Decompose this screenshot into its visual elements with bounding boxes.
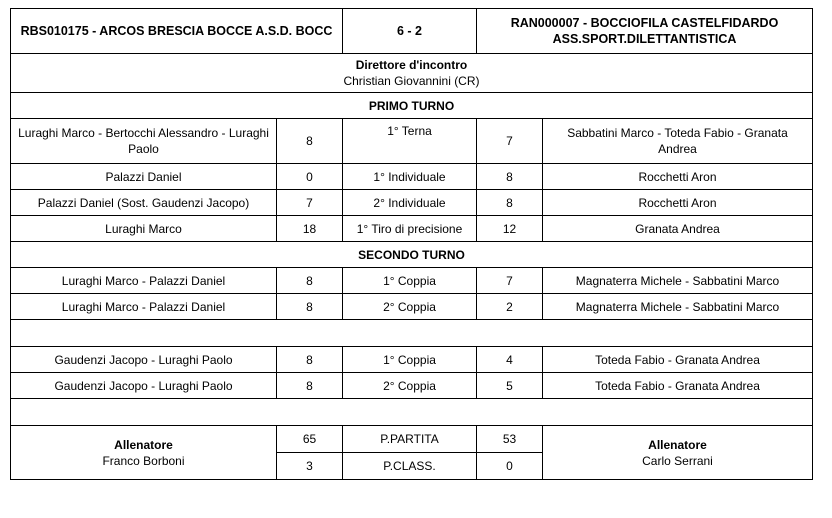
away-players: Toteda Fabio - Granata Andrea [543, 347, 813, 373]
table-row [11, 190, 813, 216]
partita-label: P.PARTITA [343, 426, 477, 453]
event-name: 1° Coppia [343, 268, 477, 294]
away-players: Toteda Fabio - Granata Andrea [543, 373, 813, 399]
home-score: 0 [277, 164, 343, 190]
first-turn-header [11, 93, 813, 119]
header-row [11, 9, 813, 54]
home-players: Luraghi Marco - Bertocchi Alessandro - Luraghi Paolo [11, 119, 277, 164]
away-players: Magnaterra Michele - Sabbatini Marco [543, 294, 813, 320]
spacer-cell [11, 320, 813, 347]
away-score: 8 [477, 190, 543, 216]
spacer-row [11, 320, 813, 347]
home-players: Gaudenzi Jacopo - Luraghi Paolo [11, 347, 277, 373]
home-players: Luraghi Marco - Palazzi Daniel [11, 268, 277, 294]
match-report-table [10, 8, 813, 480]
home-coach [11, 426, 277, 480]
event-name: 1° Terna [343, 119, 477, 164]
class-label: P.CLASS. [343, 453, 477, 480]
away-players: Rocchetti Aron [543, 164, 813, 190]
event-name: 1° Tiro di precisione [343, 216, 477, 242]
home-team: RBS010175 - ARCOS BRESCIA BOCCE A.S.D. BOCC [11, 9, 343, 54]
away-coach-name: Carlo Serrani [642, 453, 713, 468]
home-players: Luraghi Marco [11, 216, 277, 242]
event-name: 1° Coppia [343, 347, 477, 373]
table-row [11, 216, 813, 242]
home-score: 8 [277, 373, 343, 399]
home-players: Palazzi Daniel [11, 164, 277, 190]
table-row [11, 373, 813, 399]
table-row [11, 164, 813, 190]
away-score: 8 [477, 164, 543, 190]
home-coach-title: Allenatore [114, 437, 173, 452]
table-row [11, 347, 813, 373]
director-title: Direttore d'incontro [355, 58, 468, 72]
second-turn-header [11, 242, 813, 268]
event-name: 2° Coppia [343, 294, 477, 320]
away-players: Magnaterra Michele - Sabbatini Marco [543, 268, 813, 294]
home-players: Palazzi Daniel (Sost. Gaudenzi Jacopo) [11, 190, 277, 216]
away-players: Rocchetti Aron [543, 190, 813, 216]
spacer-cell [11, 399, 813, 426]
partita-home: 65 [277, 426, 343, 453]
spacer-row [11, 399, 813, 426]
summary-row-partita [11, 426, 813, 453]
first-turn-title: PRIMO TURNO [11, 93, 813, 119]
class-away: 0 [477, 453, 543, 480]
table-row [11, 119, 813, 164]
away-score: 12 [477, 216, 543, 242]
home-players: Luraghi Marco - Palazzi Daniel [11, 294, 277, 320]
home-score: 8 [277, 347, 343, 373]
away-score: 5 [477, 373, 543, 399]
director-row [11, 54, 813, 93]
away-players: Sabbatini Marco - Toteda Fabio - Granata Andrea [543, 119, 813, 164]
away-score: 2 [477, 294, 543, 320]
away-team: RAN000007 - BOCCIOFILA CASTELFIDARDO ASS.SPORT.DILETTANTISTICA [477, 9, 813, 54]
match-score: 6 - 2 [343, 9, 477, 54]
table-row [11, 268, 813, 294]
away-coach-title: Allenatore [648, 437, 707, 452]
home-score: 7 [277, 190, 343, 216]
home-players: Gaudenzi Jacopo - Luraghi Paolo [11, 373, 277, 399]
home-score: 8 [277, 294, 343, 320]
class-home: 3 [277, 453, 343, 480]
director-name: Christian Giovannini (CR) [343, 74, 480, 88]
director-cell [11, 54, 813, 93]
home-score: 8 [277, 268, 343, 294]
home-score: 18 [277, 216, 343, 242]
event-name: 1° Individuale [343, 164, 477, 190]
away-score: 7 [477, 119, 543, 164]
home-score: 8 [277, 119, 343, 164]
away-players: Granata Andrea [543, 216, 813, 242]
away-score: 7 [477, 268, 543, 294]
away-coach [543, 426, 813, 480]
second-turn-title: SECONDO TURNO [11, 242, 813, 268]
away-score: 4 [477, 347, 543, 373]
partita-away: 53 [477, 426, 543, 453]
event-name: 2° Coppia [343, 373, 477, 399]
home-coach-name: Franco Borboni [102, 453, 185, 468]
table-row [11, 294, 813, 320]
event-name: 2° Individuale [343, 190, 477, 216]
